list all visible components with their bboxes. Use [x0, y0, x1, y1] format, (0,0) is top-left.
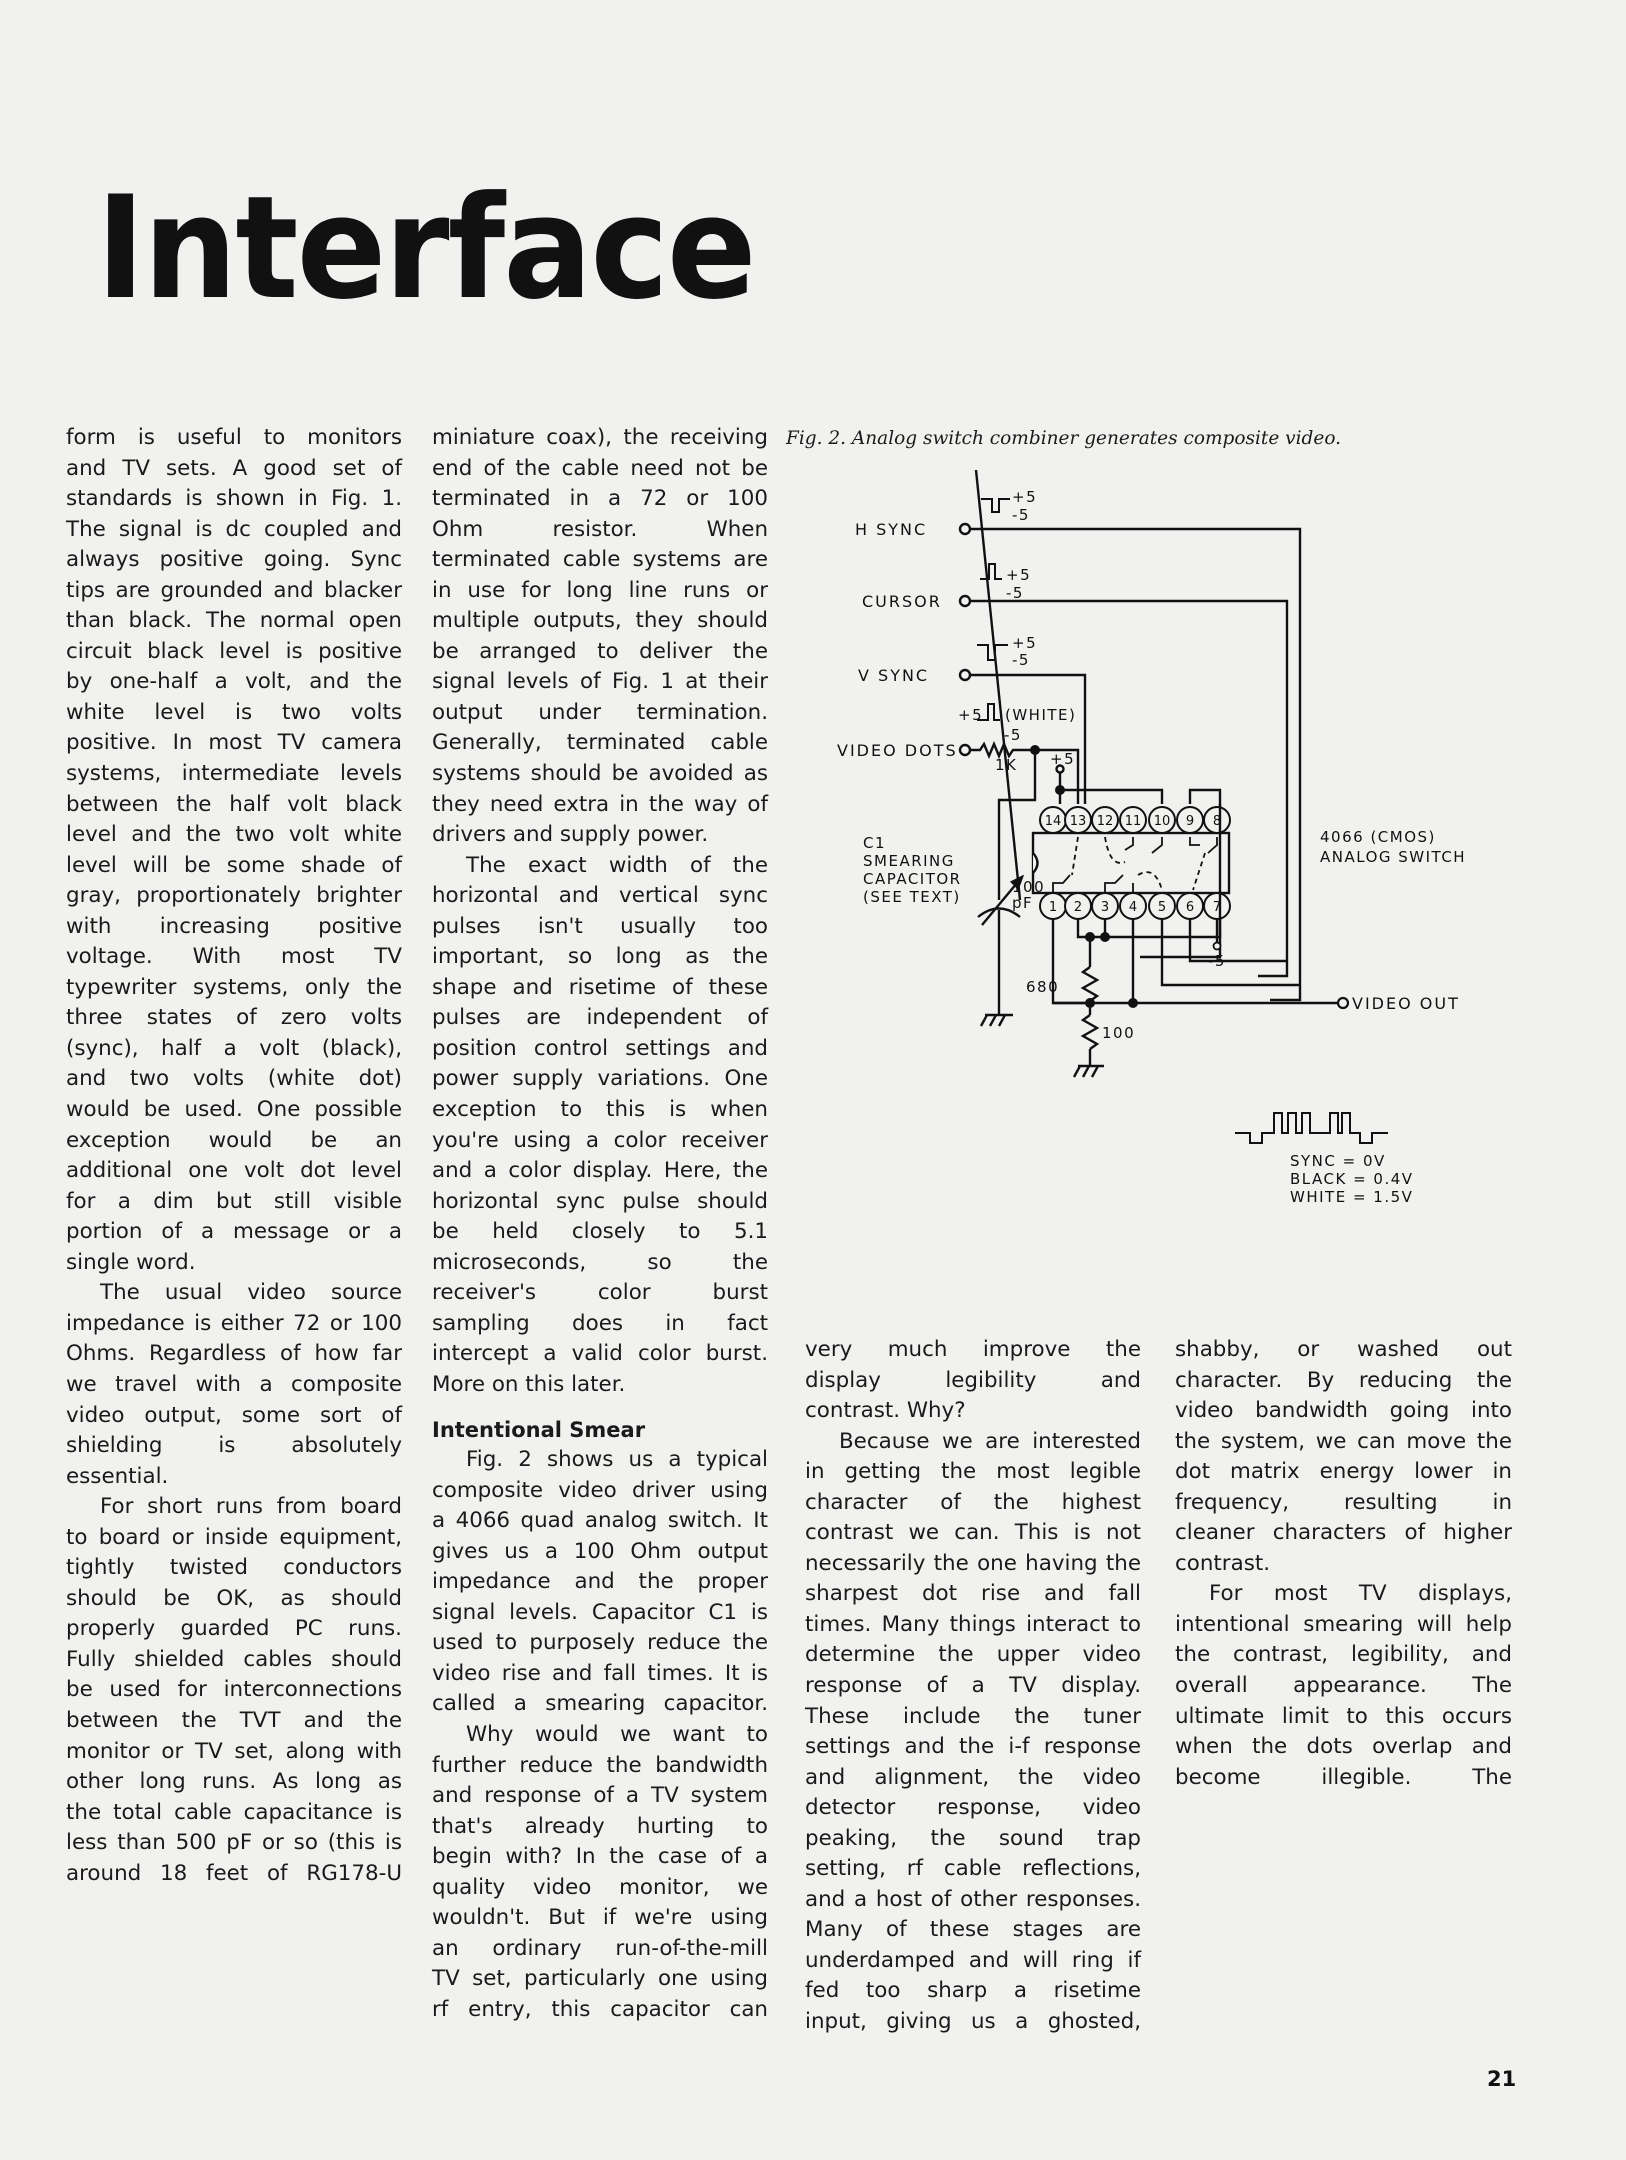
text-line: and response of a TV system	[432, 1783, 768, 1809]
text-line: pulses isn't usually too	[432, 913, 768, 939]
text-line: horizontal sync pulse should	[432, 1188, 768, 1214]
text-line: for a dim but still visible	[66, 1188, 402, 1214]
svg-text:100: 100	[1102, 1024, 1136, 1042]
svg-text:V SYNC: V SYNC	[858, 666, 930, 685]
text-line: fed too sharp a risetime	[805, 1978, 1141, 2004]
text-line: systems, intermediate levels	[66, 761, 402, 787]
text-line: settings and the i-f response	[805, 1734, 1141, 1760]
text-line: white level is two volts	[66, 699, 402, 725]
text-line: Ohms. Regardless of how far	[66, 1341, 402, 1367]
text-line: signal levels. Capacitor C1 is	[432, 1599, 768, 1625]
text-line: microseconds, so the	[432, 1249, 768, 1275]
text-line: essential.	[66, 1463, 169, 1489]
text-line: be arranged to deliver the	[432, 638, 768, 664]
text-line: Generally, terminated cable	[432, 730, 768, 756]
text-line: other long runs. As long as	[66, 1769, 402, 1795]
svg-text:9: 9	[1185, 814, 1195, 829]
text-line: Fig. 2 shows us a typical	[466, 1447, 768, 1473]
text-line: miniature coax), the receiving	[432, 425, 768, 450]
text-line: they need extra in the way of	[432, 791, 768, 817]
text-line: less than 500 pF or so (this is	[66, 1830, 402, 1856]
text-line: The signal is dc coupled and	[66, 516, 402, 542]
text-line: multiple outputs, they should	[432, 608, 768, 634]
text-line: input, giving us a ghosted,	[805, 2009, 1141, 2035]
svg-text:WHITE = 1.5V: WHITE = 1.5V	[1290, 1188, 1414, 1206]
text-line: Because we are interested	[839, 1428, 1141, 1454]
text-line: an ordinary run-of-the-mill	[432, 1935, 768, 1961]
text-line: contrast. Why?	[805, 1398, 966, 1424]
text-line: horizontal and vertical sync	[432, 883, 768, 909]
svg-text:H SYNC: H SYNC	[855, 520, 928, 539]
svg-text:100: 100	[1012, 878, 1046, 896]
text-line: setting, rf cable reflections,	[805, 1856, 1141, 1882]
text-line: composite video driver using	[432, 1477, 768, 1503]
text-line: additional one volt dot level	[66, 1158, 402, 1184]
text-line: a 4066 quad analog switch. It	[432, 1508, 768, 1534]
text-line: typewriter systems, only the	[66, 974, 402, 1000]
text-line: output under termination.	[432, 699, 768, 725]
svg-text:SMEARING: SMEARING	[863, 852, 955, 870]
text-line: portion of a message or a	[66, 1219, 402, 1245]
text-line: pulses are independent of	[432, 1005, 768, 1031]
text-line: underdamped and will ring if	[805, 1947, 1141, 1973]
page-number: 21	[1487, 2067, 1517, 2091]
h-sync-terminal-icon	[960, 524, 970, 534]
text-line: peaking, the sound trap	[805, 1825, 1141, 1851]
svg-text:3: 3	[1100, 900, 1110, 915]
svg-text:ANALOG SWITCH: ANALOG SWITCH	[1320, 848, 1467, 866]
svg-text:2: 2	[1073, 900, 1083, 915]
section-heading-intentional-smear: Intentional Smear	[432, 1417, 646, 1442]
text-line: (sync), half a volt (black),	[66, 1035, 402, 1061]
text-line: These include the tuner	[805, 1703, 1141, 1729]
text-line: shabby, or washed out	[1175, 1337, 1512, 1362]
text-line: For short runs from board	[100, 1494, 402, 1520]
svg-text:+5: +5	[1050, 750, 1076, 768]
svg-text:VIDEO DOTS: VIDEO DOTS	[837, 741, 958, 760]
svg-text:+5: +5	[958, 706, 984, 724]
svg-text:-5: -5	[1012, 506, 1030, 524]
text-column-2	[432, 423, 768, 2025]
svg-text:-5: -5	[1012, 651, 1030, 669]
text-line: around 18 feet of RG178-U	[66, 1860, 402, 1886]
svg-text:4066 (CMOS): 4066 (CMOS)	[1320, 828, 1436, 846]
text-line: intentional smearing will help	[1175, 1611, 1512, 1637]
text-line: Many of these stages are	[805, 1917, 1141, 1943]
text-line: necessarily the one having the	[805, 1550, 1141, 1576]
text-line: standards is shown in Fig. 1.	[66, 486, 402, 512]
svg-text:12: 12	[1096, 814, 1114, 829]
text-line: terminated in a 72 or 100	[432, 486, 768, 512]
svg-text:-5: -5	[1208, 952, 1226, 970]
text-line: sampling does in fact	[432, 1310, 768, 1336]
schematic-diagram	[780, 470, 1500, 1230]
text-line: For most TV displays,	[1209, 1581, 1512, 1607]
svg-text:+5: +5	[1012, 488, 1038, 506]
text-line: be used for interconnections	[66, 1677, 402, 1703]
text-line: systems should be avoided as	[432, 761, 768, 787]
text-column-4	[1175, 1335, 1512, 1793]
svg-text:+5: +5	[1006, 566, 1032, 584]
text-column-2-part-b	[432, 1445, 768, 2025]
text-line: further reduce the bandwidth	[432, 1752, 768, 1778]
text-line: level will be some shade of	[66, 852, 402, 878]
text-line: cleaner characters of higher	[1175, 1520, 1512, 1546]
text-line: determine the upper video	[805, 1642, 1141, 1668]
text-line: Ohm resistor. When	[432, 516, 768, 542]
page-title: Interface	[96, 166, 755, 331]
text-line: level and the two volt white	[66, 822, 402, 848]
svg-text:8: 8	[1212, 814, 1222, 829]
svg-text:13: 13	[1069, 814, 1087, 829]
text-line: position control settings and	[432, 1035, 768, 1061]
text-line: gray, proportionately brighter	[66, 883, 402, 909]
svg-text:11: 11	[1124, 814, 1142, 829]
svg-text:pF: pF	[1012, 894, 1034, 912]
text-line: terminated cable systems are	[432, 547, 768, 573]
text-line: exception would be an	[66, 1127, 402, 1153]
svg-text:-5: -5	[1004, 726, 1022, 744]
text-line: video rise and fall times. It is	[432, 1660, 768, 1686]
text-line: impedance and the proper	[432, 1569, 768, 1595]
text-line: positive. In most TV camera	[66, 730, 402, 756]
text-line: times. Many things interact to	[805, 1611, 1141, 1637]
text-line: in use for long line runs or	[432, 577, 768, 603]
text-line: shielding is absolutely	[66, 1433, 402, 1459]
svg-text:1: 1	[1048, 900, 1058, 915]
text-line: always positive going. Sync	[66, 547, 402, 573]
svg-text:C1: C1	[863, 834, 887, 852]
svg-text:CAPACITOR: CAPACITOR	[863, 870, 962, 888]
text-line: display legibility and	[805, 1367, 1141, 1393]
text-line: gives us a 100 Ohm output	[432, 1538, 768, 1564]
text-line: the system, we can move the	[1175, 1428, 1512, 1454]
text-line: response of a TV display.	[805, 1673, 1141, 1699]
text-line: monitor or TV set, along with	[66, 1738, 402, 1764]
text-line: properly guarded PC runs.	[66, 1616, 402, 1642]
text-line: quality video monitor, we	[432, 1874, 768, 1900]
svg-text:BLACK = 0.4V: BLACK = 0.4V	[1290, 1170, 1414, 1188]
text-line: and TV sets. A good set of	[66, 455, 402, 481]
text-line: three states of zero volts	[66, 1005, 402, 1031]
text-line: dot matrix energy lower in	[1175, 1459, 1512, 1485]
svg-text:(WHITE): (WHITE)	[1005, 706, 1077, 724]
text-line: when the dots overlap and	[1175, 1734, 1512, 1760]
text-line: between the TVT and the	[66, 1707, 402, 1733]
text-line: sharpest dot rise and fall	[805, 1581, 1141, 1607]
text-line: ultimate limit to this occurs	[1175, 1703, 1512, 1729]
v-sync-terminal-icon	[960, 670, 970, 680]
text-line: than black. The normal open	[66, 608, 402, 634]
text-line: very much improve the	[805, 1337, 1141, 1362]
svg-text:10: 10	[1153, 814, 1171, 829]
text-line: should be OK, as should	[66, 1585, 402, 1611]
text-line: that's already hurting to	[432, 1813, 768, 1839]
text-line: character of the highest	[805, 1489, 1141, 1515]
text-line: and a host of other responses.	[805, 1886, 1141, 1912]
text-line: to board or inside equipment,	[66, 1524, 402, 1550]
text-line: form is useful to monitors	[66, 425, 402, 450]
svg-text:5: 5	[1157, 900, 1167, 915]
text-line: become illegible. The	[1175, 1764, 1512, 1790]
text-line: important, so long as the	[432, 944, 768, 970]
text-line: shape and risetime of these	[432, 974, 768, 1000]
text-line: the contrast, legibility, and	[1175, 1642, 1512, 1668]
text-line: single word.	[66, 1249, 196, 1275]
text-line: Why would we want to	[466, 1721, 768, 1747]
text-line: end of the cable need not be	[432, 455, 768, 481]
text-line: detector response, video	[805, 1795, 1141, 1821]
text-line: and two volts (white dot)	[66, 1066, 402, 1092]
text-line: and a color display. Here, the	[432, 1158, 768, 1184]
text-line: in getting the most legible	[805, 1459, 1141, 1485]
text-line: signal levels of Fig. 1 at their	[432, 669, 768, 695]
text-line: tightly twisted conductors	[66, 1555, 402, 1581]
text-line: with increasing positive	[66, 913, 402, 939]
text-line: The exact width of the	[466, 852, 768, 878]
svg-text:4: 4	[1128, 900, 1138, 915]
svg-text:-5: -5	[1006, 584, 1024, 602]
text-line: video bandwidth going into	[1175, 1398, 1512, 1424]
text-line: power supply variations. One	[432, 1066, 768, 1092]
text-line: rf entry, this capacitor can	[432, 1996, 768, 2022]
svg-text:7: 7	[1212, 900, 1222, 915]
text-line: TV set, particularly one using	[432, 1966, 768, 1992]
text-line: called a smearing capacitor.	[432, 1691, 768, 1717]
text-line: The usual video source	[100, 1280, 402, 1306]
text-line: wouldn't. But if we're using	[432, 1905, 768, 1931]
svg-text:VIDEO OUT: VIDEO OUT	[1352, 994, 1460, 1013]
text-line: you're using a color receiver	[432, 1127, 768, 1153]
text-line: be held closely to 5.1	[432, 1219, 768, 1245]
text-line: between the half volt black	[66, 791, 402, 817]
svg-text:1K: 1K	[995, 756, 1018, 774]
text-column-3	[805, 1335, 1141, 2038]
text-line: impedance is either 72 or 100	[66, 1310, 402, 1336]
text-line: circuit black level is positive	[66, 638, 402, 664]
text-line: we travel with a composite	[66, 1371, 402, 1397]
text-line: tips are grounded and blacker	[66, 577, 402, 603]
svg-text:6: 6	[1185, 900, 1195, 915]
text-line: voltage. With most TV	[66, 944, 402, 970]
text-line: contrast we can. This is not	[805, 1520, 1141, 1546]
text-line: frequency, resulting in	[1175, 1489, 1512, 1515]
svg-text:SYNC = 0V: SYNC = 0V	[1290, 1152, 1386, 1170]
text-line: video output, some sort of	[66, 1402, 402, 1428]
text-line: drivers and supply power.	[432, 822, 709, 848]
svg-text:+5: +5	[1012, 634, 1038, 652]
text-line: and alignment, the video	[805, 1764, 1141, 1790]
svg-text:14: 14	[1044, 814, 1062, 829]
text-column-1	[66, 423, 402, 1889]
text-line: used to purposely reduce the	[432, 1630, 768, 1656]
text-line: receiver's color burst	[432, 1280, 768, 1306]
svg-text:680: 680	[1026, 978, 1060, 996]
svg-text:(SEE TEXT): (SEE TEXT)	[863, 888, 961, 906]
text-line: Fully shielded cables should	[66, 1646, 402, 1672]
text-line: contrast.	[1175, 1550, 1271, 1576]
text-line: would be used. One possible	[66, 1097, 402, 1123]
text-line: the total cable capacitance is	[66, 1799, 402, 1825]
text-column-2-part-a	[432, 423, 768, 1401]
text-line: begin with? In the case of a	[432, 1844, 768, 1870]
video-out-terminal-icon	[1338, 998, 1348, 1008]
text-line: intercept a valid color burst.	[432, 1341, 768, 1367]
text-line: by one-half a volt, and the	[66, 669, 402, 695]
text-line: More on this later.	[432, 1371, 626, 1397]
svg-text:CURSOR: CURSOR	[862, 592, 942, 611]
text-line: character. By reducing the	[1175, 1367, 1512, 1393]
cursor-terminal-icon	[960, 596, 970, 606]
video-dots-terminal-icon	[960, 745, 970, 755]
figure-caption: Fig. 2. Analog switch combiner generates composite video.	[786, 428, 1342, 449]
text-line: exception to this is when	[432, 1097, 768, 1123]
text-line: overall appearance. The	[1175, 1673, 1512, 1699]
